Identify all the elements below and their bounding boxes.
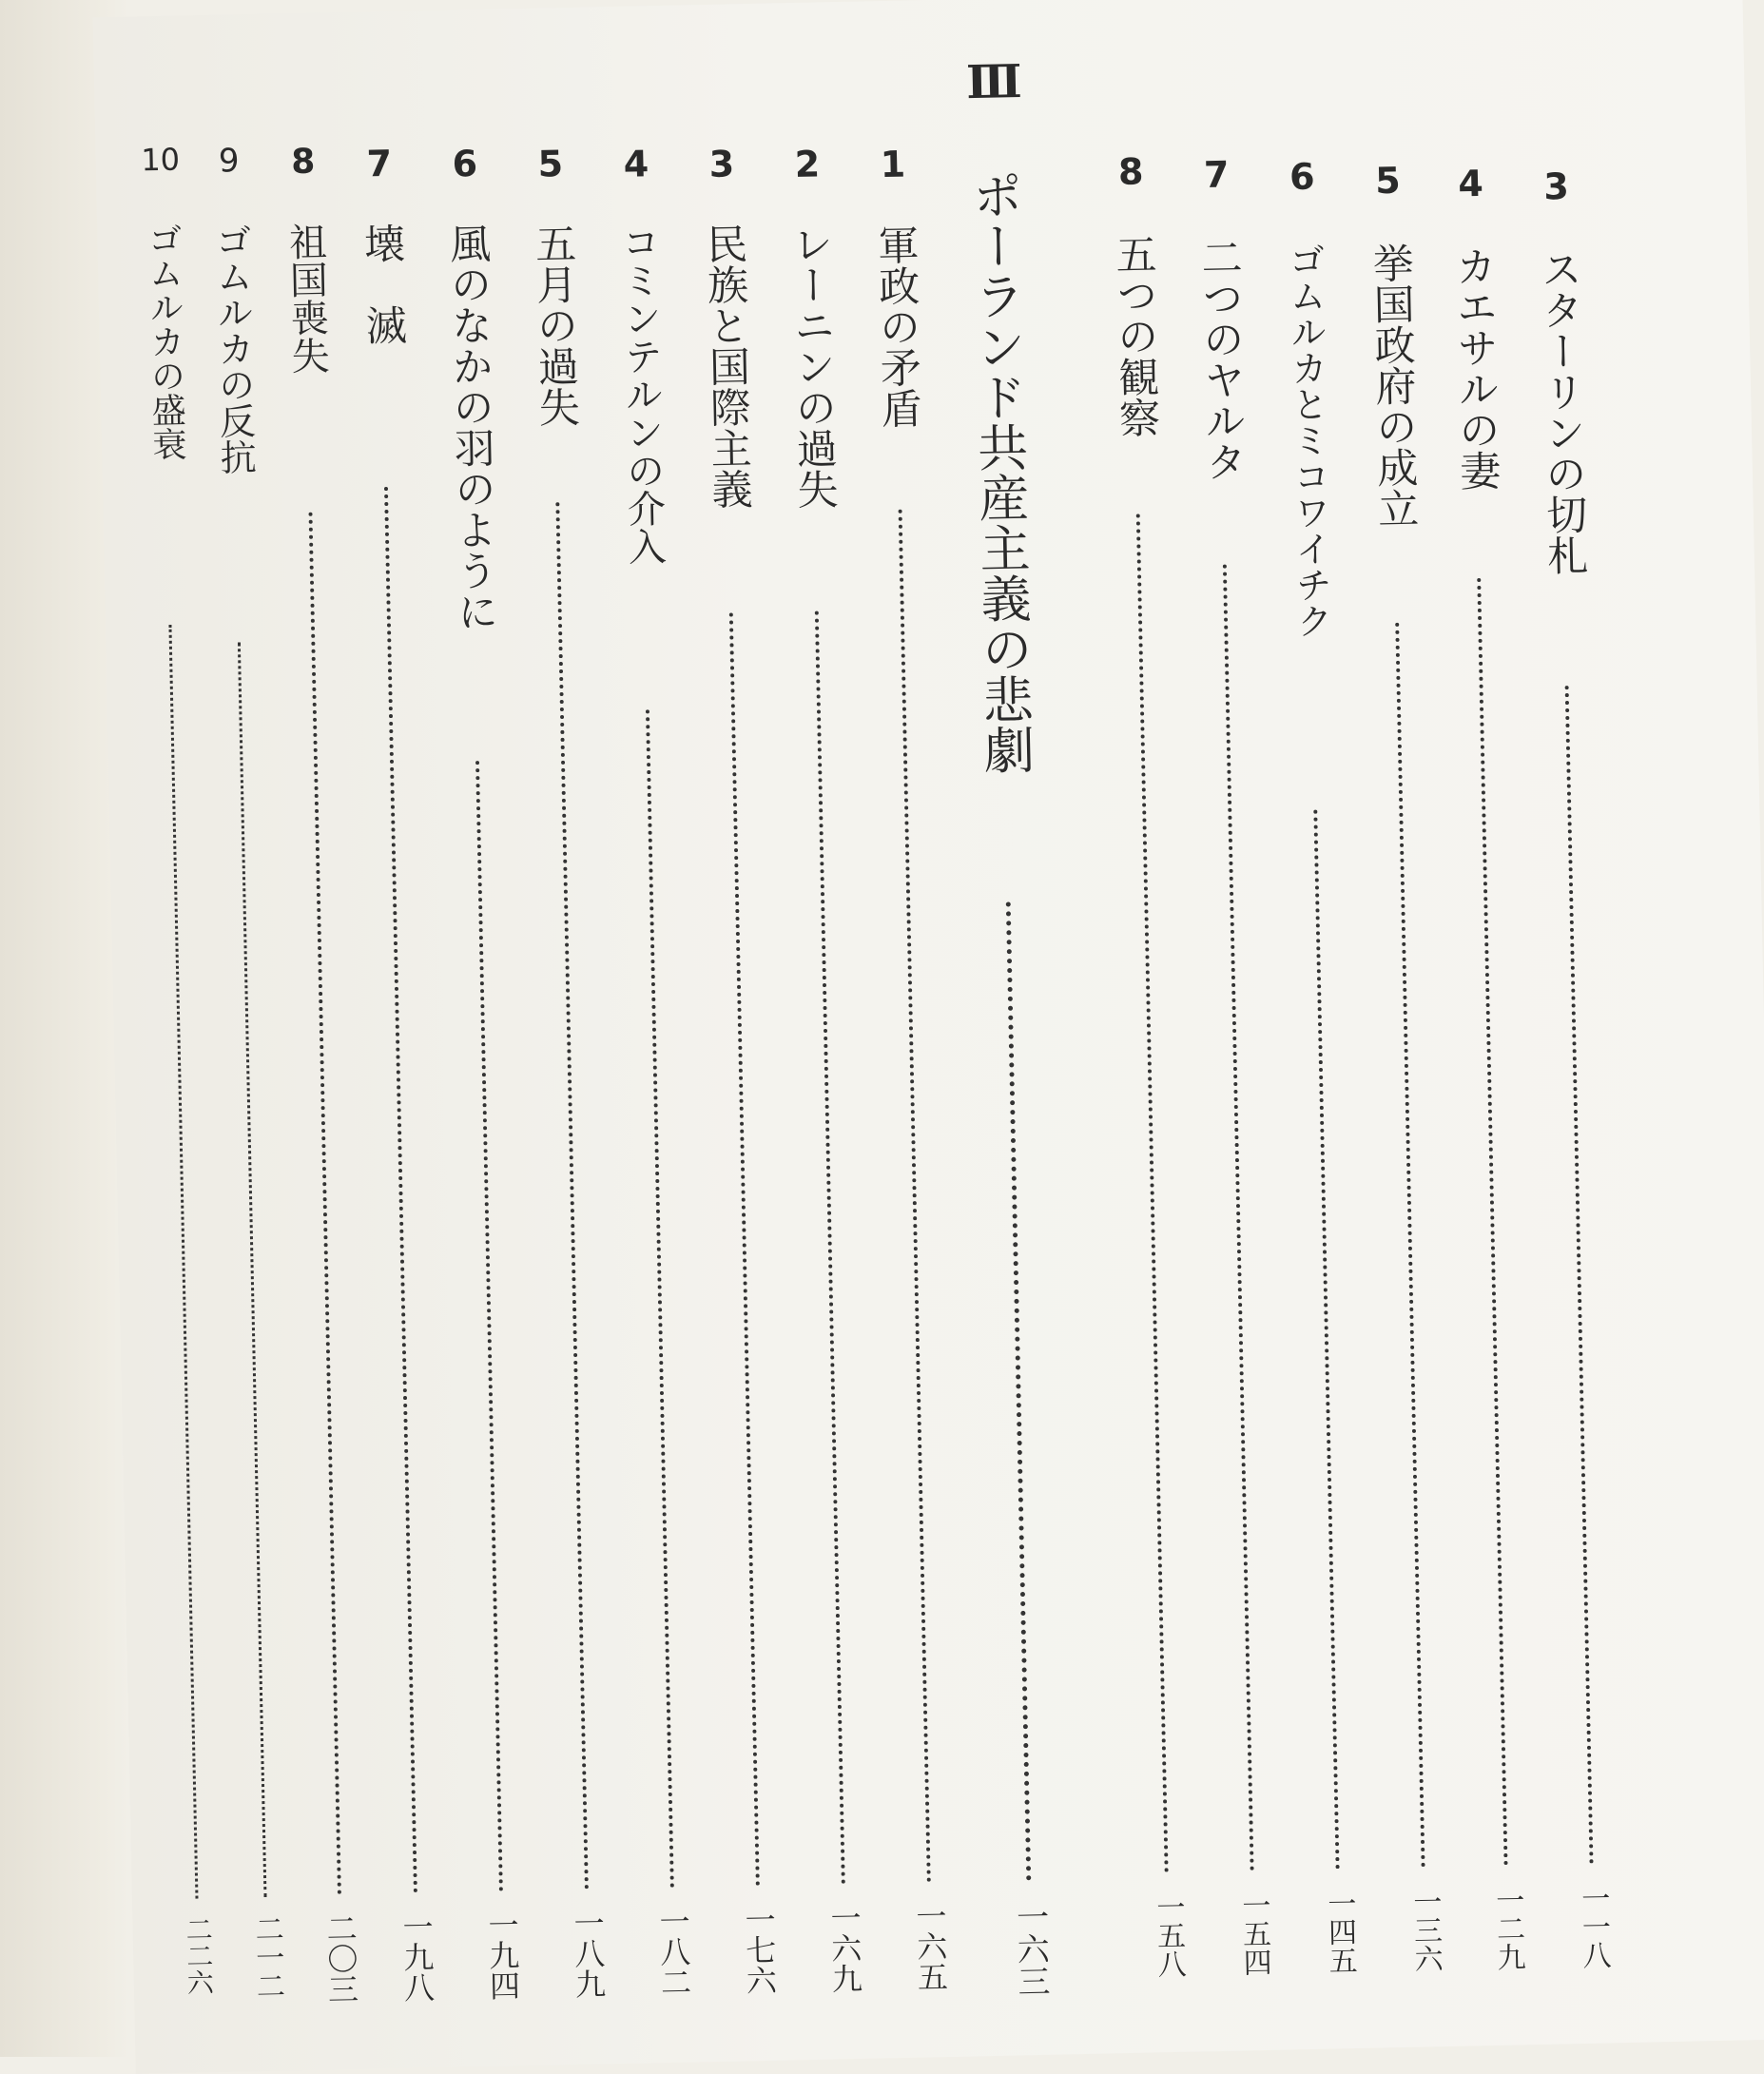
entry-title: 風のなかの羽のように [442, 222, 499, 632]
toc-entry[interactable] [1194, 0, 1271, 2050]
toc-entry[interactable] [1109, 0, 1186, 2052]
dot-leader [1395, 623, 1425, 1869]
page-number: 二二六 [182, 1915, 216, 1996]
part-title: ポーランド共産主義の悲劇 [963, 168, 1035, 776]
page-number: 一九四 [483, 1909, 522, 2002]
toc-entry[interactable] [785, 3, 864, 2060]
part-label: Ⅲ [965, 55, 1021, 110]
page-number: 一五八 [1151, 1891, 1186, 1979]
entry-number: 7 [1203, 153, 1230, 196]
entry-number: 1 [880, 143, 906, 186]
entry-number: 10 [140, 141, 181, 179]
dot-leader [815, 611, 845, 1886]
page-number: 一一八 [1575, 1883, 1611, 1970]
page-number: 一九八 [397, 1910, 436, 2004]
entry-number: 5 [1374, 159, 1402, 203]
entry-title: レーニンの過失 [785, 223, 840, 511]
entry-number: 3 [708, 143, 735, 185]
dot-leader [1565, 686, 1594, 1865]
page-number: 二〇三 [321, 1912, 360, 2005]
entry-title: スターリンの切札 [1534, 247, 1589, 576]
page-number: 一八九 [569, 1907, 608, 2000]
entry-title: ゴムルカとミコワイチク [1282, 241, 1333, 640]
toc-entry[interactable] [1282, 0, 1357, 2048]
toc-entry[interactable] [282, 13, 360, 2070]
entry-number: 8 [290, 142, 316, 183]
toc-entry[interactable] [615, 7, 693, 2064]
entry-title: 五月の過失 [528, 222, 581, 428]
entry-title: 祖国喪失 [282, 222, 330, 376]
toc-entry[interactable] [1366, 0, 1443, 2046]
entry-number: 4 [1457, 162, 1484, 205]
toc-part-heading[interactable] [963, 0, 1051, 2055]
entry-title: 五つの観察 [1109, 233, 1161, 439]
toc-entry[interactable] [699, 5, 779, 2062]
entry-number: 2 [794, 143, 821, 185]
entry-number: 6 [452, 142, 478, 185]
page-number: 一六三 [1010, 1899, 1051, 1998]
toc-entry[interactable] [209, 14, 285, 2071]
page-number: 一二九 [1490, 1885, 1525, 1972]
toc-entry[interactable] [1534, 0, 1611, 2044]
page-number: 一七六 [740, 1903, 779, 1996]
entry-number: 6 [1289, 155, 1316, 199]
dot-leader [1477, 578, 1507, 1867]
entry-title: ゴムルカの盛衰 [143, 221, 187, 462]
dot-leader [899, 510, 931, 1884]
entry-number: 8 [1117, 150, 1144, 193]
dot-leader [729, 612, 760, 1887]
entry-number: 9 [218, 142, 240, 181]
entry-title: ゴムルカの反抗 [209, 221, 257, 475]
entry-title: カエサルの妻 [1448, 244, 1502, 492]
dot-leader [1313, 810, 1339, 1870]
page-number: 一八二 [654, 1905, 693, 1998]
toc-entry[interactable] [442, 10, 522, 2066]
toc-entry[interactable] [140, 16, 216, 2073]
entry-title: 壊 滅 [357, 222, 408, 346]
dot-leader [1136, 514, 1169, 1873]
toc-entry[interactable] [870, 1, 950, 2058]
page-number: 一四五 [1322, 1889, 1357, 1975]
dot-leader [308, 513, 340, 1896]
dot-leader [1223, 565, 1254, 1872]
entry-title: コミンテルンの介入 [615, 222, 667, 566]
dot-leader [384, 487, 417, 1894]
page-number: 一三六 [1407, 1887, 1443, 1973]
entry-number: 4 [623, 143, 649, 185]
dot-leader [1006, 901, 1032, 1881]
toc-page [93, 0, 1764, 2074]
dot-leader [646, 709, 674, 1889]
entry-title: 民族と国際主義 [699, 223, 754, 511]
toc-entry[interactable] [357, 11, 436, 2068]
page-number: 二一二 [249, 1913, 285, 2001]
dot-leader [238, 642, 267, 1897]
page-number: 一六五 [911, 1900, 950, 1992]
entry-number: 7 [366, 142, 393, 185]
dot-leader [168, 625, 198, 1899]
toc-entry[interactable] [1448, 0, 1525, 2045]
entry-number: 5 [537, 143, 564, 185]
page-number: 一六九 [825, 1901, 864, 1994]
toc-entry[interactable] [528, 8, 608, 2064]
entry-title: 二つのヤルタ [1194, 236, 1248, 483]
entry-number: 3 [1542, 165, 1570, 208]
dot-leader [475, 761, 503, 1892]
entry-title: 軍政の矛盾 [870, 223, 923, 430]
page-number: 一五四 [1236, 1890, 1271, 1977]
entry-title: 挙国政府の成立 [1366, 242, 1420, 530]
dot-leader [555, 502, 589, 1890]
